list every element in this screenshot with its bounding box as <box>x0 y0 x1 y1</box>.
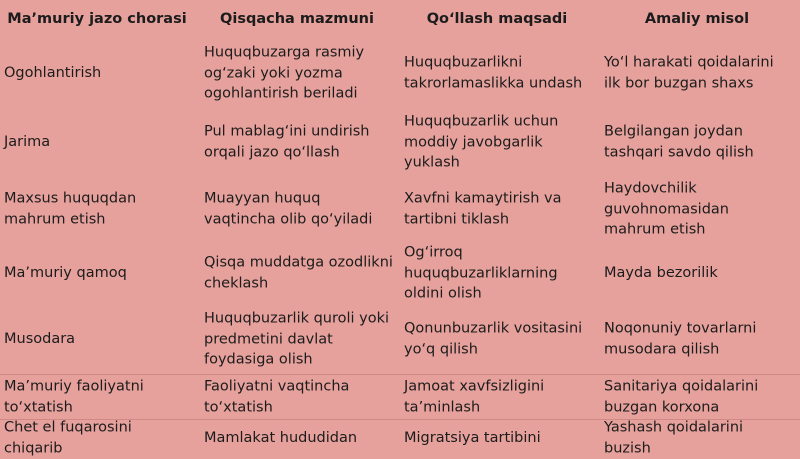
summary-cell: Qisqa muddatga ozodlikni cheklash <box>204 254 393 291</box>
measure-cell: Musodara <box>4 330 76 347</box>
purpose-cell: Qonunbuzarlik vositasini yo‘q qilish <box>404 320 583 357</box>
measure-cell: Jarima <box>4 133 51 150</box>
summary-cell: Pul mablag‘ini undirish orqali jazo qo‘llash <box>204 123 370 160</box>
table-row <box>0 242 800 304</box>
measure-cell: Maxsus huquqdan mahrum etish <box>4 190 137 227</box>
measure-cell: Ogohlantirish <box>4 64 102 81</box>
table-row <box>0 176 800 242</box>
example-cell: Yashash qoidalarini buzish <box>604 419 744 456</box>
table-row <box>0 38 800 108</box>
measure-cell: Ma’muriy qamoq <box>4 264 127 281</box>
table-row <box>0 419 800 456</box>
header-summary: Qisqacha mazmuni <box>220 10 374 27</box>
purpose-cell: Jamoat xavfsizligini ta’minlash <box>404 378 545 415</box>
example-cell: Yo‘l harakati qoidalarini ilk bor buzgan shaxs <box>604 54 774 91</box>
header-purpose: Qo‘llash maqsadi <box>426 10 568 27</box>
purpose-cell: Xavfni kamaytirish va tartibni tiklash <box>404 190 562 227</box>
example-cell: Belgilangan joydan tashqari savdo qilish <box>604 123 754 160</box>
purpose-cell: Og‘irroq huquqbuzarliklarning oldini olish <box>404 244 558 302</box>
purpose-cell: Huquqbuzarlikni takrorlamaslikka undash <box>404 54 583 91</box>
table-row <box>0 108 800 176</box>
example-cell: Haydovchilik guvohnomasidan mahrum etish <box>604 180 729 238</box>
purpose-cell: Huquqbuzarlik uchun moddiy javobgarlik yuklash <box>404 113 559 171</box>
summary-cell: Huquqbuzarga rasmiy og‘zaki yoki yozma ogohlantirish beriladi <box>204 44 365 102</box>
measure-cell: Ma’muriy faoliyatni to‘xtatish <box>4 378 144 415</box>
example-cell: Noqonuniy tovarlarni musodara qilish <box>604 320 757 357</box>
example-cell: Mayda bezorilik <box>604 264 718 281</box>
table-row <box>0 374 800 419</box>
header-example: Amaliy misol <box>644 10 750 27</box>
summary-cell: Mamlakat hududidan <box>204 429 358 446</box>
example-cell: Sanitariya qoidalarini buzgan korxona <box>604 378 759 415</box>
header-measure: Ma’muriy jazo chorasi <box>7 10 187 27</box>
purpose-cell: Migratsiya tartibini <box>404 429 541 446</box>
table-row <box>0 304 800 374</box>
summary-cell: Huquqbuzarlik quroli yoki predmetini davlat foydasiga olish <box>204 310 390 368</box>
summary-cell: Muayyan huquq vaqtincha olib qo‘yiladi <box>204 190 373 227</box>
measure-cell: Chet el fuqarosini chiqarib <box>4 419 132 456</box>
table-header-row <box>0 0 800 38</box>
summary-cell: Faoliyatni vaqtincha to‘xtatish <box>204 378 350 415</box>
